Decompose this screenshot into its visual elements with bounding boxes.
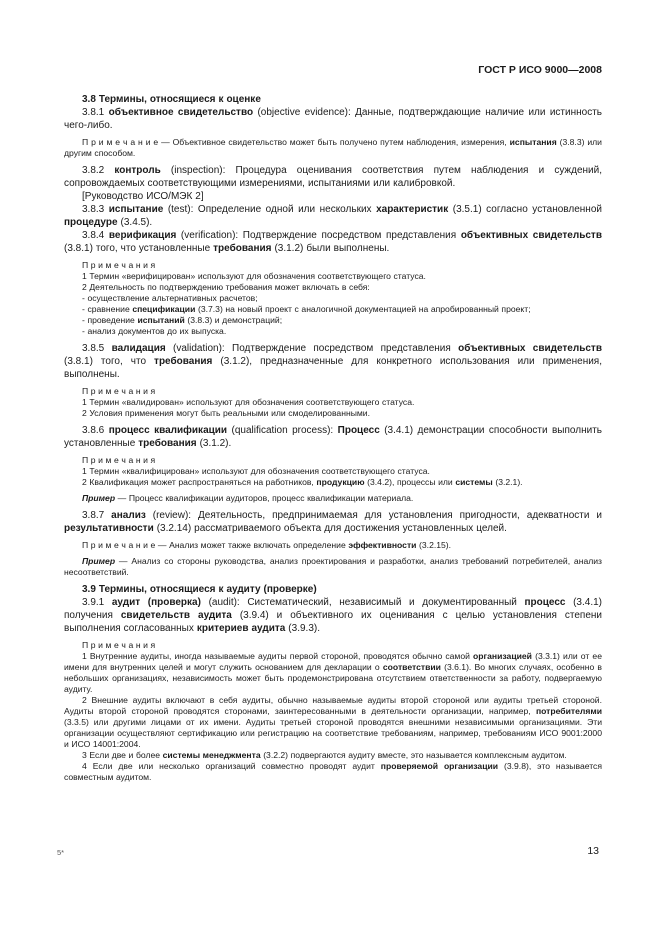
note-paragraph: 1 Внутренние аудиты, иногда называемые аудиты первой стороной, проводятся обычно самой организацией (3.3.1) или от ее имени для внутренних целей и могут служить основанием для декларации о соответствии (3.6.1). Во многих случаях, особенно в небольших организациях, независимость может быть продемонстрирована отсутствием ответственности за работу, подвергаемую аудиту. (64, 651, 602, 694)
page-number: 13 (587, 845, 599, 857)
emphasized-term: процесс (524, 597, 566, 608)
note-paragraph: П р и м е ч а н и е — Объективное свидетельство может быть получено путем наблюдения, измерения, испытания (3.8.3) или другим способом. (64, 137, 602, 158)
emphasized-term: испытаний (137, 315, 185, 325)
body-paragraph: [Руководство ИСО/МЭК 2] (82, 191, 204, 202)
body-paragraph: 3.8.5 валидация (validation): Подтверждение посредством представления объективных свидетельств (3.8.1) того, что требования (3.1.2), предназначенные для конкретного использования или применения, выполнены. (64, 343, 602, 380)
body-paragraph: 3.8.3 испытание (test): Определение одной или нескольких характеристик (3.5.1) согласно установленной процедуре (3.4.5). (64, 204, 602, 228)
note-paragraph: П р и м е ч а н и я (82, 260, 156, 270)
emphasized-term: Пример (82, 493, 116, 503)
emphasized-term: 3.9 Термины, относящиеся к аудиту (проверке) (82, 584, 317, 595)
note-paragraph: 2 Внешние аудиты включают в себя аудиты, обычно называемые аудиты второй стороной или аудиты третьей стороной. Аудиты второй стороной проводятся сторонами, заинтересованными в деятельности организации, например, потребителями (3.3.5) или другими лицами от их имени. Аудиты третьей стороной проводятся внешними независимыми организациями. Эти организации осуществляют сертификацию или регистрацию на соответствие требованиям, например, требованиям ИСО 9001:2000 и ИСО 14001:2004. (64, 695, 602, 749)
emphasized-term: валидация (111, 343, 166, 354)
document-body (64, 93, 602, 783)
emphasized-term: проверяемой организации (380, 761, 499, 771)
section-heading (64, 583, 602, 596)
emphasized-term: результативности (64, 523, 154, 534)
note-paragraph: 1 Термин «верифицирован» используют для обозначения соответствующего статуса. (82, 271, 426, 281)
emphasized-term: требования (154, 356, 213, 367)
body-paragraph: 3.9.1 аудит (проверка) (audit): Систематический, независимый и документированный процесс (3.4.1) получения свидетельств аудита (3.9.4) и объективного их оценивания с целью установления степени выполнения согласованных критериев аудита (3.9.3). (64, 597, 603, 634)
emphasized-term: Процесс (337, 425, 380, 436)
emphasized-term: испытание (108, 204, 164, 215)
emphasized-term: характеристик (376, 204, 449, 215)
emphasized-term: соответствии (382, 662, 441, 672)
note-paragraph: П р и м е ч а н и я (82, 455, 156, 465)
emphasized-term: 3.8 Термины, относящиеся к оценке (82, 94, 261, 105)
emphasized-term: аудит (проверка) (111, 597, 201, 608)
note-paragraph: 1 Термин «валидирован» используют для обозначения соответствующего статуса. (82, 397, 415, 407)
emphasized-term: процедуре (64, 217, 118, 228)
page-content (64, 64, 602, 783)
emphasized-term: потребителями (535, 706, 602, 716)
note-paragraph: - сравнение спецификации (3.7.3) на новый проект с аналогичной документацией на апробированный проект; (82, 304, 531, 314)
emphasized-term: объективных свидетельств (460, 230, 602, 241)
emphasized-term: критериев аудита (196, 623, 286, 634)
emphasized-term: испытания (509, 137, 557, 147)
example-paragraph: Пример — Процесс квалификации аудиторов, процесс квалификации материала. (82, 493, 414, 503)
emphasized-term: объективных свидетельств (458, 343, 602, 354)
note-paragraph: 4 Если две или несколько организаций совместно проводят аудит проверяемой организации (3.9.8), это называется совместным аудитом. (64, 761, 603, 782)
running-header: ГОСТ Р ИСО 9000—2008 (478, 64, 602, 76)
emphasized-term: требования (213, 243, 272, 254)
note-paragraph: 2 Квалификация может распространяться на работников, продукцию (3.4.2), процессы или системы (3.2.1). (82, 477, 523, 487)
emphasized-term: Пример (82, 556, 116, 566)
body-paragraph: 3.8.7 анализ (review): Деятельность, предпринимаемая для установления пригодности, адекватности и результативности (3.2.14) рассматриваемого объекта для достижения установленных целей. (64, 510, 602, 534)
emphasized-term: организацией (473, 651, 532, 661)
emphasized-term: верификация (108, 230, 177, 241)
emphasized-term: свидетельств аудита (120, 610, 232, 621)
note-paragraph: - анализ документов до их выпуска. (82, 326, 227, 336)
emphasized-term: эффективности (348, 540, 417, 550)
emphasized-term: анализ (111, 510, 146, 521)
body-paragraph: 3.8.6 процесс квалификации (qualification process): Процесс (3.4.1) демонстрации способности выполнить установленные требования (3.1.2). (64, 425, 602, 449)
note-paragraph: 3 Если две и более системы менеджмента (3.2.2) подвергаются аудиту вместе, это называется комплексным аудитом. (82, 750, 567, 760)
emphasized-term: системы менеджмента (162, 750, 261, 760)
emphasized-term: требования (138, 438, 197, 449)
note-paragraph: П р и м е ч а н и я (82, 640, 156, 650)
note-paragraph: П р и м е ч а н и я (82, 386, 156, 396)
emphasized-term: контроль (114, 165, 161, 176)
body-paragraph: 3.8.4 верификация (verification): Подтверждение посредством представления объективных свидетельств (3.8.1) того, что установленные требования (3.1.2) были выполнены. (64, 230, 602, 254)
body-paragraph: 3.8.1 объективное свидетельство (objective evidence): Данные, подтверждающие наличие или истинность чего-либо. (64, 107, 602, 131)
section-heading (64, 93, 602, 106)
emphasized-term: спецификации (132, 304, 196, 314)
emphasized-term: системы (455, 477, 493, 487)
example-paragraph: Пример — Анализ со стороны руководства, анализ проектирования и разработки, анализ требований потребителей, анализ несоответствий. (64, 556, 602, 577)
note-paragraph: 1 Термин «квалифицирован» используют для обозначения соответствующего статуса. (82, 466, 430, 476)
note-paragraph: 2 Деятельность по подтверждению требования может включать в себя: (82, 282, 370, 292)
sheet-signature-mark: 5* (57, 848, 65, 857)
note-paragraph: - осуществление альтернативных расчетов; (82, 293, 258, 303)
note-paragraph: - проведение испытаний (3.8.3) и демонстраций; (82, 315, 283, 325)
emphasized-term: объективное свидетельство (108, 107, 254, 118)
emphasized-term: продукцию (316, 477, 365, 487)
note-paragraph: П р и м е ч а н и е — Анализ может также включать определение эффективности (3.2.15). (82, 540, 452, 550)
emphasized-term: процесс квалификации (108, 425, 228, 436)
note-paragraph: 2 Условия применения могут быть реальными или смоделированными. (82, 408, 370, 418)
body-paragraph: 3.8.2 контроль (inspection): Процедура оценивания соответствия путем наблюдения и суждений, сопровождаемых соответствующими измерениями, испытаниями или калибровкой. (64, 165, 602, 189)
